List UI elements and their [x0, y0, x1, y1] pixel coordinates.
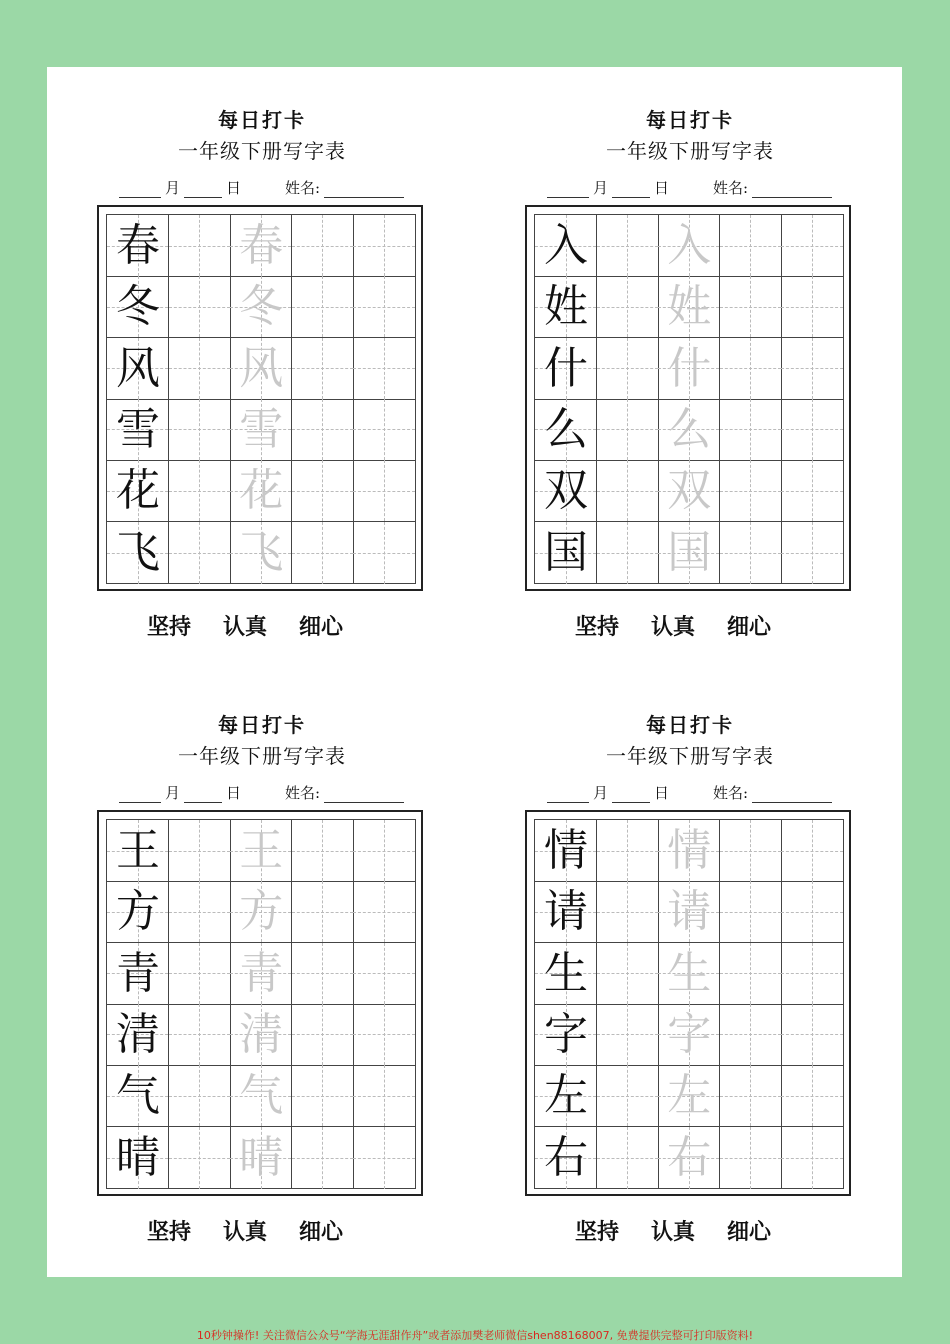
model-character: 雪 [116, 403, 160, 455]
tianzi-cell[interactable] [292, 1004, 354, 1066]
date-name-row [547, 782, 857, 804]
tianzi-cell[interactable] [781, 820, 843, 882]
tianzi-cell[interactable] [781, 881, 843, 943]
tianzi-cell[interactable] [597, 1065, 659, 1127]
tianzi-cell[interactable] [292, 1127, 354, 1189]
practice-card-1 [47, 67, 475, 640]
trace-character: 生 [667, 947, 712, 999]
tianzi-cell[interactable] [353, 276, 415, 338]
trace-character: 情 [667, 825, 712, 876]
writing-grid-frame [525, 810, 851, 1196]
model-character: 什 [544, 342, 588, 394]
tianzi-cell[interactable] [720, 820, 782, 882]
motto-earnest: 认真 [223, 1219, 268, 1245]
tianzi-cell[interactable] [292, 399, 354, 461]
name-label: 姓名: [713, 179, 749, 197]
trace-character: 冬 [239, 281, 284, 333]
model-character: 字 [544, 1008, 588, 1060]
tianzi-cell[interactable] [658, 943, 720, 1005]
card-subtitle: 一年级下册写字表 [606, 744, 774, 768]
tianzi-cell[interactable] [107, 1127, 169, 1189]
writing-grid-frame [97, 810, 423, 1196]
tianzi-cell[interactable] [720, 460, 782, 522]
trace-character: 双 [667, 465, 712, 517]
trace-character: 雪 [239, 403, 284, 455]
tianzi-cell[interactable] [169, 215, 231, 277]
tianzi-cell[interactable] [658, 399, 720, 461]
tianzi-cell[interactable] [292, 522, 354, 584]
grid-row [107, 1127, 415, 1189]
grid-row [535, 276, 843, 338]
day-label: 日 [226, 784, 242, 802]
tianzi-cell[interactable] [720, 881, 782, 943]
tianzi-cell[interactable] [720, 399, 782, 461]
card-title: 每日打卡 [646, 713, 734, 737]
tianzi-cell[interactable] [353, 522, 415, 584]
name-label: 姓名: [713, 784, 749, 802]
day-blank[interactable] [184, 786, 222, 803]
tianzi-cell[interactable] [535, 276, 597, 338]
month-label: 月 [165, 179, 181, 197]
name-blank[interactable] [752, 181, 832, 198]
tianzi-cell[interactable] [720, 1004, 782, 1066]
model-character: 右 [544, 1131, 588, 1183]
trace-character: 晴 [239, 1131, 284, 1183]
grid-row [107, 881, 415, 943]
model-character: 冬 [116, 281, 160, 333]
tianzi-cell[interactable] [781, 399, 843, 461]
month-label: 月 [165, 784, 181, 802]
motto-row [147, 610, 447, 641]
tianzi-cell[interactable] [720, 215, 782, 277]
grid-row [535, 943, 843, 1005]
tianzi-cell[interactable] [107, 1065, 169, 1127]
day-blank[interactable] [612, 181, 650, 198]
day-label: 日 [654, 179, 670, 197]
tianzi-cell[interactable] [169, 522, 231, 584]
tianzi-cell[interactable] [658, 881, 720, 943]
day-blank[interactable] [612, 786, 650, 803]
tianzi-cell[interactable] [292, 820, 354, 882]
name-label: 姓名: [285, 179, 321, 197]
tianzi-cell[interactable] [781, 1127, 843, 1189]
writing-grid-frame [97, 205, 423, 591]
month-blank[interactable] [547, 786, 589, 803]
tianzi-cell[interactable] [353, 1127, 415, 1189]
month-blank[interactable] [119, 181, 161, 198]
tianzi-cell[interactable] [169, 276, 231, 338]
tianzi-cell[interactable] [658, 338, 720, 400]
motto-careful: 细心 [727, 1219, 772, 1245]
tianzi-cell[interactable] [107, 1004, 169, 1066]
tianzi-cell[interactable] [781, 1004, 843, 1066]
tianzi-cell[interactable] [230, 1065, 292, 1127]
practice-card-2 [475, 67, 903, 640]
grid-row [107, 399, 415, 461]
tianzi-cell[interactable] [781, 276, 843, 338]
model-character: 气 [116, 1070, 160, 1122]
worksheet-paper [47, 67, 902, 1277]
tianzi-cell[interactable] [781, 338, 843, 400]
tianzi-cell[interactable] [597, 943, 659, 1005]
motto-persist: 坚持 [147, 1219, 192, 1245]
tianzi-cell[interactable] [658, 1127, 720, 1189]
grid-row [107, 215, 415, 277]
tianzi-cell[interactable] [230, 881, 292, 943]
trace-character: 左 [667, 1070, 712, 1122]
motto-row [575, 610, 875, 641]
model-character: 晴 [116, 1131, 160, 1183]
motto-earnest: 认真 [223, 614, 268, 640]
tianzi-cell[interactable] [535, 881, 597, 943]
tianzi-cell[interactable] [658, 522, 720, 584]
name-blank[interactable] [324, 786, 404, 803]
tianzi-cell[interactable] [169, 881, 231, 943]
model-character: 风 [116, 342, 160, 394]
tianzi-cell[interactable] [353, 338, 415, 400]
tianzi-cell[interactable] [535, 1004, 597, 1066]
month-label: 月 [593, 784, 609, 802]
tianzi-cell[interactable] [292, 215, 354, 277]
tianzi-cell[interactable] [230, 215, 292, 277]
name-blank[interactable] [752, 786, 832, 803]
tianzi-cell[interactable] [535, 1127, 597, 1189]
tianzi-cell[interactable] [658, 1065, 720, 1127]
tianzi-cell[interactable] [720, 338, 782, 400]
tianzi-cell[interactable] [169, 1004, 231, 1066]
tianzi-cell[interactable] [353, 881, 415, 943]
trace-character: 字 [667, 1008, 712, 1060]
tianzi-cell[interactable] [781, 215, 843, 277]
tianzi-cell[interactable] [292, 881, 354, 943]
grid-row [535, 215, 843, 277]
trace-character: 右 [667, 1131, 712, 1183]
grid-row [107, 276, 415, 338]
grid-row [535, 1065, 843, 1127]
grid-row [535, 399, 843, 461]
tianzi-cell[interactable] [107, 881, 169, 943]
trace-character: 请 [667, 886, 712, 938]
tianzi-cell[interactable] [292, 943, 354, 1005]
date-name-row [119, 782, 429, 804]
tianzi-cell[interactable] [597, 399, 659, 461]
tianzi-cell[interactable] [720, 276, 782, 338]
grid-row [107, 943, 415, 1005]
tianzi-cell[interactable] [107, 215, 169, 277]
tianzi-cell[interactable] [597, 215, 659, 277]
tianzi-cell[interactable] [292, 460, 354, 522]
tianzi-cell[interactable] [597, 522, 659, 584]
tianzi-cell[interactable] [535, 522, 597, 584]
tianzi-cell[interactable] [169, 399, 231, 461]
tianzi-cell[interactable] [597, 276, 659, 338]
model-character: 花 [116, 465, 160, 517]
tianzi-cell[interactable] [597, 1004, 659, 1066]
motto-earnest: 认真 [651, 614, 696, 640]
tianzi-cell[interactable] [292, 1065, 354, 1127]
trace-character: 王 [239, 825, 284, 876]
card-subtitle: 一年级下册写字表 [178, 744, 346, 768]
model-character: 国 [544, 526, 588, 578]
tianzi-cell[interactable] [535, 460, 597, 522]
motto-careful: 细心 [299, 614, 344, 640]
tianzi-cell[interactable] [720, 522, 782, 584]
card-title: 每日打卡 [646, 108, 734, 132]
grid-row [535, 338, 843, 400]
tianzi-cell[interactable] [720, 943, 782, 1005]
model-character: 双 [544, 465, 588, 517]
month-label: 月 [593, 179, 609, 197]
model-character: 情 [544, 825, 588, 876]
tianzi-cell[interactable] [353, 1004, 415, 1066]
model-character: 姓 [544, 281, 588, 333]
tianzi-cell[interactable] [230, 1127, 292, 1189]
card-subtitle: 一年级下册写字表 [606, 139, 774, 163]
tianzi-cell[interactable] [230, 460, 292, 522]
grid-row [107, 1065, 415, 1127]
trace-character: 气 [239, 1070, 284, 1122]
motto-careful: 细心 [299, 1219, 344, 1245]
tianzi-cell[interactable] [169, 338, 231, 400]
tianzi-cell[interactable] [230, 1004, 292, 1066]
tianzi-cell[interactable] [230, 399, 292, 461]
model-character: 方 [116, 886, 160, 938]
model-character: 王 [116, 825, 160, 876]
tianzi-cell[interactable] [658, 1004, 720, 1066]
trace-character: 春 [239, 220, 284, 271]
tianzi-cell[interactable] [169, 820, 231, 882]
motto-persist: 坚持 [147, 614, 192, 640]
model-character: 生 [544, 947, 588, 999]
grid-row [535, 522, 843, 584]
motto-careful: 细心 [727, 614, 772, 640]
tianzi-cell[interactable] [107, 338, 169, 400]
tianzi-cell[interactable] [535, 338, 597, 400]
tianzi-cell[interactable] [230, 276, 292, 338]
trace-character: 清 [239, 1008, 284, 1060]
tianzi-cell[interactable] [292, 338, 354, 400]
motto-row [575, 1215, 875, 1246]
practice-card-4 [475, 672, 903, 1245]
model-character: 飞 [116, 526, 160, 578]
card-title: 每日打卡 [218, 108, 306, 132]
trace-character: 风 [239, 342, 284, 394]
tianzi-cell[interactable] [107, 943, 169, 1005]
grid-row [107, 522, 415, 584]
day-label: 日 [654, 784, 670, 802]
tianzi-cell[interactable] [353, 1065, 415, 1127]
footer-note: 10秒钟操作! 关注微信公众号“学海无涯甜作舟”或者添加樊老师微信shen88168007, 免费提供完整可打印版资料! [196, 1329, 754, 1342]
practice-card-3 [47, 672, 475, 1245]
trace-character: 花 [239, 465, 284, 517]
tianzi-cell[interactable] [781, 943, 843, 1005]
tianzi-cell[interactable] [658, 460, 720, 522]
tianzi-cell[interactable] [781, 460, 843, 522]
model-character: 青 [116, 947, 160, 999]
trace-character: 什 [667, 342, 712, 394]
tianzi-cell[interactable] [720, 1065, 782, 1127]
grid-row [535, 881, 843, 943]
model-character: 清 [116, 1008, 160, 1060]
month-blank[interactable] [547, 181, 589, 198]
tianzi-cell[interactable] [597, 881, 659, 943]
tianzi-cell[interactable] [535, 820, 597, 882]
card-subtitle: 一年级下册写字表 [178, 139, 346, 163]
model-character: 入 [544, 220, 588, 271]
grid-row [107, 338, 415, 400]
grid-row [535, 460, 843, 522]
tianzi-cell[interactable] [230, 820, 292, 882]
tianzi-cell[interactable] [107, 820, 169, 882]
month-blank[interactable] [119, 786, 161, 803]
model-character: 么 [544, 403, 588, 455]
grid-row [107, 1004, 415, 1066]
trace-character: 姓 [667, 281, 712, 333]
date-name-row [547, 177, 857, 199]
trace-character: 国 [667, 526, 712, 578]
grid-row [107, 820, 415, 882]
writing-grid [106, 819, 416, 1189]
tianzi-cell[interactable] [230, 943, 292, 1005]
model-character: 春 [116, 220, 160, 271]
tianzi-cell[interactable] [107, 276, 169, 338]
name-blank[interactable] [324, 181, 404, 198]
motto-persist: 坚持 [575, 1219, 620, 1245]
writing-grid [534, 214, 844, 584]
tianzi-cell[interactable] [597, 460, 659, 522]
day-label: 日 [226, 179, 242, 197]
tianzi-cell[interactable] [169, 460, 231, 522]
tianzi-cell[interactable] [353, 460, 415, 522]
model-character: 请 [544, 886, 588, 938]
tianzi-cell[interactable] [353, 943, 415, 1005]
trace-character: 青 [239, 947, 284, 999]
date-name-row [119, 177, 429, 199]
tianzi-cell[interactable] [535, 943, 597, 1005]
grid-row [535, 820, 843, 882]
tianzi-cell[interactable] [535, 215, 597, 277]
tianzi-cell[interactable] [353, 820, 415, 882]
tianzi-cell[interactable] [535, 399, 597, 461]
grid-row [535, 1004, 843, 1066]
writing-grid [106, 214, 416, 584]
tianzi-cell[interactable] [292, 276, 354, 338]
tianzi-cell[interactable] [658, 276, 720, 338]
trace-character: 方 [239, 886, 284, 938]
tianzi-cell[interactable] [781, 1065, 843, 1127]
grid-row [535, 1127, 843, 1189]
tianzi-cell[interactable] [658, 820, 720, 882]
tianzi-cell[interactable] [107, 522, 169, 584]
trace-character: 么 [667, 403, 712, 455]
grid-row [107, 460, 415, 522]
day-blank[interactable] [184, 181, 222, 198]
tianzi-cell[interactable] [169, 1065, 231, 1127]
tianzi-cell[interactable] [230, 338, 292, 400]
trace-character: 飞 [239, 526, 284, 578]
tianzi-cell[interactable] [597, 338, 659, 400]
writing-grid [534, 819, 844, 1189]
writing-grid-frame [525, 205, 851, 591]
motto-earnest: 认真 [651, 1219, 696, 1245]
tianzi-cell[interactable] [720, 1127, 782, 1189]
tianzi-cell[interactable] [230, 522, 292, 584]
motto-persist: 坚持 [575, 614, 620, 640]
tianzi-cell[interactable] [597, 1127, 659, 1189]
tianzi-cell[interactable] [169, 943, 231, 1005]
name-label: 姓名: [285, 784, 321, 802]
trace-character: 入 [667, 220, 712, 271]
card-title: 每日打卡 [218, 713, 306, 737]
model-character: 左 [544, 1070, 588, 1122]
tianzi-cell[interactable] [169, 1127, 231, 1189]
tianzi-cell[interactable] [781, 522, 843, 584]
tianzi-cell[interactable] [535, 1065, 597, 1127]
tianzi-cell[interactable] [658, 215, 720, 277]
tianzi-cell[interactable] [107, 399, 169, 461]
tianzi-cell[interactable] [597, 820, 659, 882]
tianzi-cell[interactable] [353, 399, 415, 461]
tianzi-cell[interactable] [107, 460, 169, 522]
motto-row [147, 1215, 447, 1246]
tianzi-cell[interactable] [353, 215, 415, 277]
